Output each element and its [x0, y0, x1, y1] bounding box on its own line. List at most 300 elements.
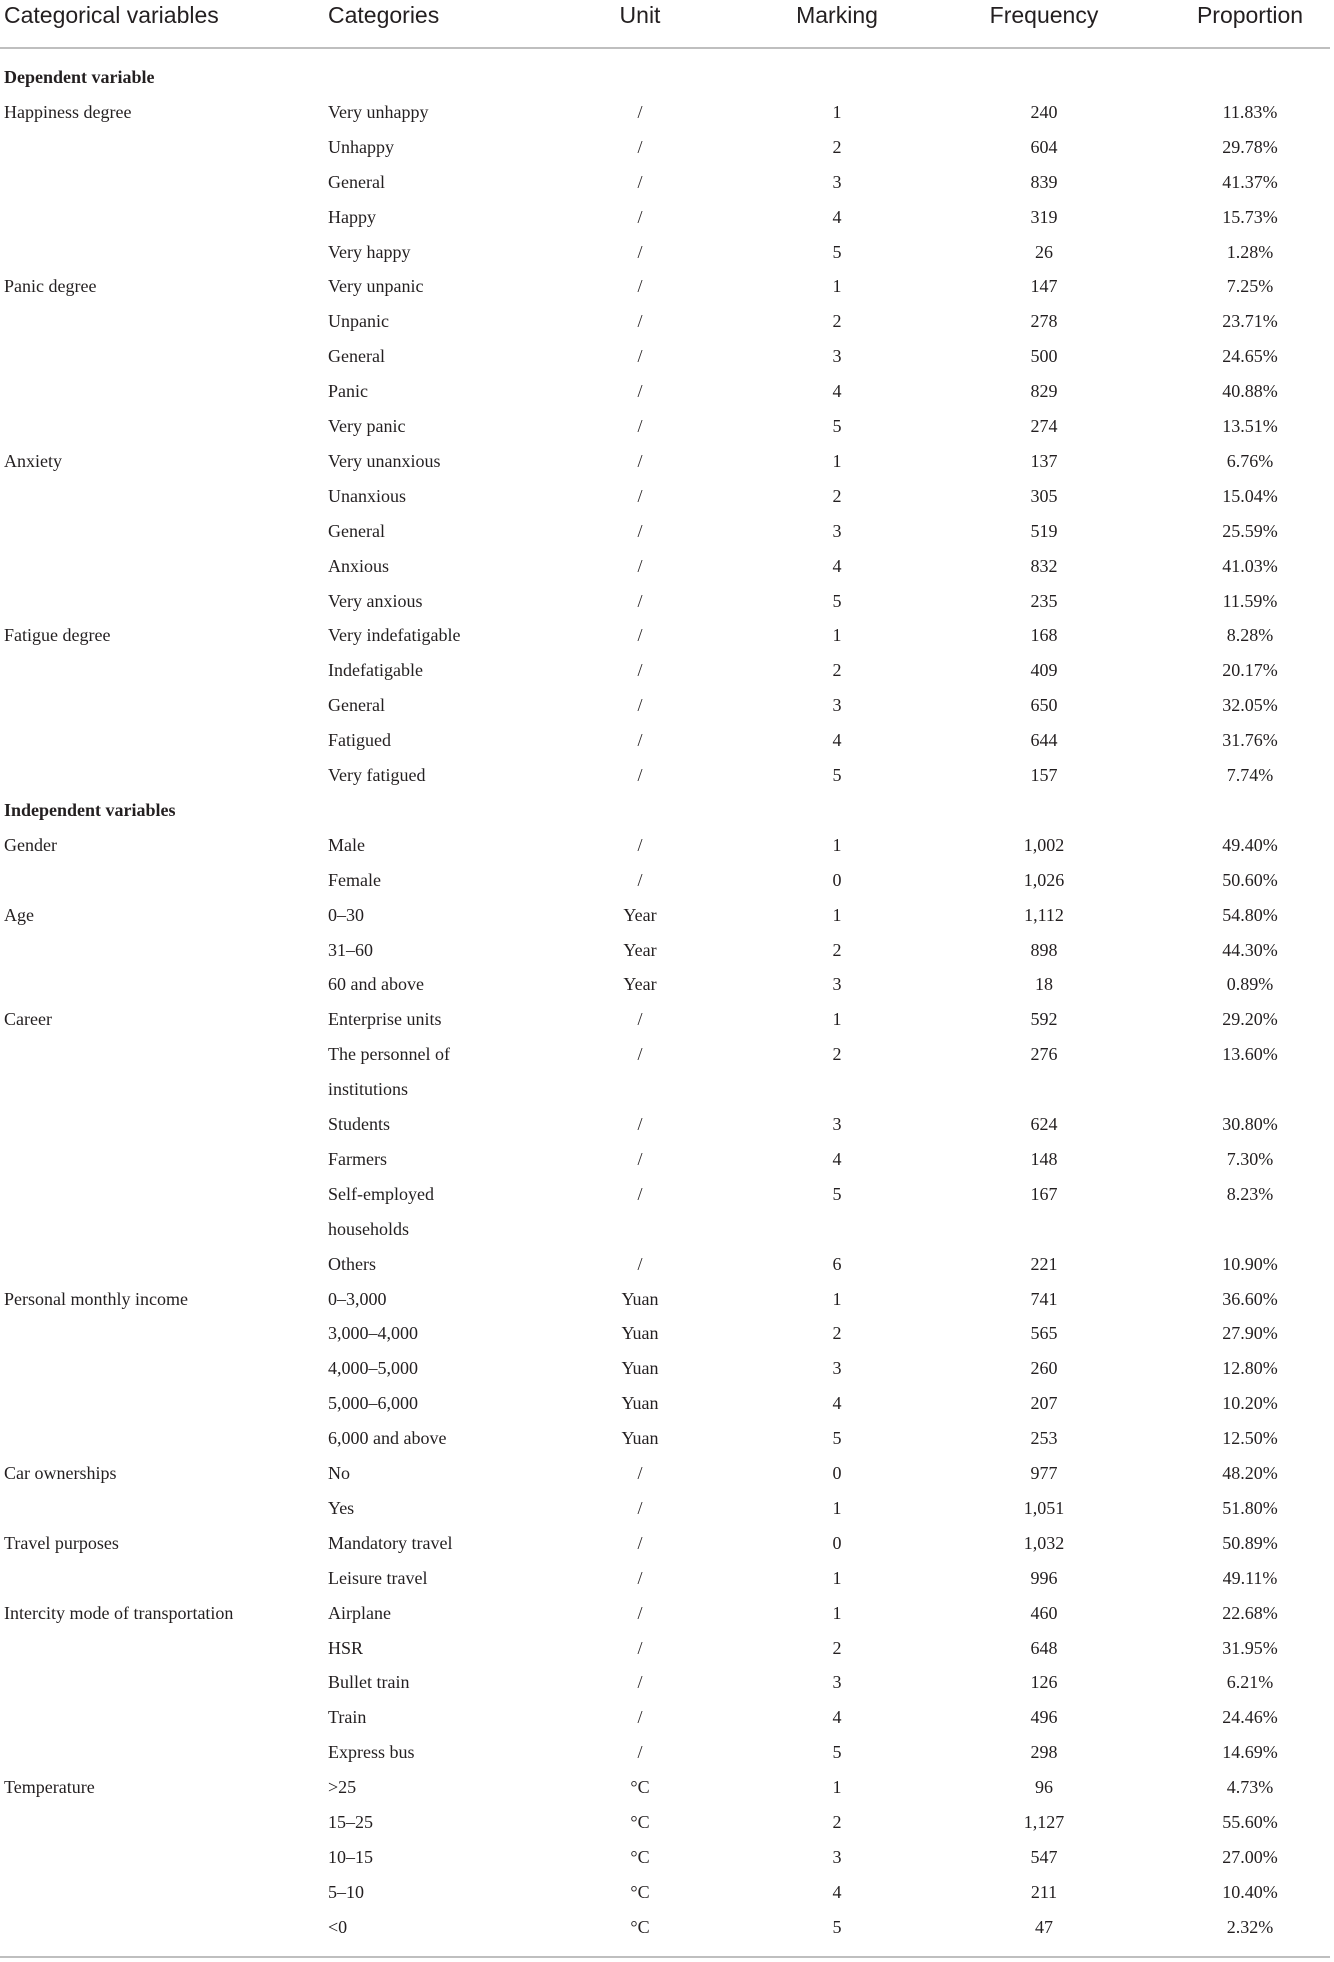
table-row [0, 1665, 1334, 1700]
row-marking: 5 [832, 1742, 842, 1763]
row-proportion: 32.05% [1222, 695, 1278, 716]
row-category: Bullet train [328, 1672, 410, 1693]
row-marking: 4 [832, 1881, 842, 1902]
row-category: Enterprise units [328, 1009, 442, 1030]
row-marking: 3 [832, 1846, 842, 1867]
row-frequency: 741 [1030, 1288, 1058, 1309]
table-row [0, 130, 1334, 165]
row-category: The personnel of [328, 1044, 450, 1065]
row-category: General [328, 171, 385, 192]
row-unit: / [637, 206, 643, 227]
row-frequency: 274 [1030, 416, 1058, 436]
row-unit: / [637, 660, 643, 681]
row-category: Very panic [328, 416, 406, 436]
table-row [0, 1316, 1334, 1351]
table-row [0, 1002, 1334, 1037]
table-row [0, 1456, 1334, 1491]
table-row [0, 1282, 1334, 1317]
row-marking: 1 [832, 1567, 842, 1588]
row-unit: / [637, 1148, 643, 1169]
row-frequency: 565 [1030, 1323, 1058, 1344]
row-proportion: 31.95% [1222, 1637, 1278, 1658]
table-row [0, 1247, 1334, 1282]
row-marking [737, 1212, 937, 1247]
table-row [0, 304, 1334, 339]
row-frequency [944, 1212, 1144, 1247]
table-row [0, 1840, 1334, 1875]
row-variable: Anxiety [4, 450, 62, 471]
row-proportion: 27.00% [1222, 1846, 1278, 1867]
table-row [0, 1491, 1334, 1526]
row-unit: Yuan [621, 1358, 659, 1379]
table-row [0, 1596, 1334, 1631]
row-unit: / [637, 834, 643, 855]
row-unit: °C [630, 1881, 650, 1902]
row-proportion: 23.71% [1222, 311, 1278, 332]
row-proportion: 11.83% [1222, 101, 1278, 122]
row-frequency: 839 [1030, 171, 1058, 192]
row-frequency: 157 [1030, 765, 1058, 785]
row-category: Happy [328, 206, 376, 227]
row-marking: 5 [832, 241, 842, 262]
row-frequency: 298 [1030, 1742, 1058, 1763]
row-frequency: 829 [1030, 381, 1058, 402]
table-row [0, 1561, 1334, 1596]
row-unit: / [637, 1637, 643, 1658]
row-marking: 2 [832, 485, 842, 506]
row-frequency: 240 [1030, 101, 1058, 122]
row-frequency: 207 [1030, 1393, 1058, 1414]
row-category: Leisure travel [328, 1567, 428, 1588]
row-proportion: 44.30% [1222, 939, 1278, 960]
row-unit: °C [630, 1777, 650, 1798]
row-unit: / [637, 730, 643, 751]
row-unit: / [637, 346, 643, 367]
row-proportion: 40.88% [1222, 381, 1278, 402]
table-row [0, 863, 1334, 898]
table-row [0, 1177, 1334, 1212]
row-frequency: 832 [1030, 555, 1058, 576]
row-unit: / [637, 241, 643, 262]
row-unit: / [637, 1463, 643, 1483]
row-proportion: 7.30% [1226, 1148, 1274, 1169]
row-unit: °C [630, 1916, 650, 1937]
table-row [0, 723, 1334, 758]
row-marking: 1 [832, 1777, 842, 1798]
row-proportion: 30.80% [1222, 1114, 1278, 1134]
row-marking: 5 [832, 765, 842, 785]
row-frequency: 47 [1035, 1916, 1053, 1937]
row-frequency: 496 [1030, 1707, 1058, 1728]
row-proportion: 6.21% [1226, 1672, 1274, 1693]
row-category: 60 and above [328, 974, 424, 995]
row-proportion: 13.60% [1222, 1044, 1278, 1065]
row-proportion: 55.60% [1222, 1812, 1278, 1832]
row-unit: / [637, 1114, 643, 1134]
row-unit: °C [630, 1846, 650, 1867]
row-unit: / [637, 485, 643, 506]
row-proportion: 14.69% [1222, 1742, 1278, 1763]
row-marking: 1 [832, 1497, 842, 1518]
row-proportion: 12.50% [1222, 1428, 1278, 1449]
row-marking: 3 [832, 520, 842, 541]
header-proportion: Proportion [1196, 2, 1304, 28]
row-frequency: 18 [1035, 974, 1053, 995]
row-marking: 0 [832, 1532, 842, 1553]
row-proportion: 49.11% [1222, 1567, 1278, 1588]
row-category: Indefatigable [328, 660, 423, 681]
row-category: General [328, 520, 385, 541]
row-marking: 2 [832, 1812, 842, 1832]
table-row [0, 1735, 1334, 1770]
row-marking: 4 [832, 1148, 842, 1169]
row-marking: 3 [832, 1358, 842, 1379]
row-proportion [1150, 1072, 1334, 1107]
row-proportion: 2.32% [1226, 1916, 1274, 1937]
table-row [0, 967, 1334, 1002]
row-unit: Yuan [621, 1288, 659, 1309]
row-unit: / [637, 590, 643, 611]
row-proportion: 36.60% [1222, 1288, 1278, 1309]
row-category: 10–15 [328, 1846, 373, 1867]
row-unit: Year [623, 904, 657, 925]
row-variable: Gender [4, 834, 57, 855]
row-variable: Age [4, 904, 34, 925]
table-row [0, 1805, 1334, 1840]
row-variable: Intercity mode of transportation [4, 1602, 234, 1623]
row-category: No [328, 1463, 350, 1483]
table-row [0, 1875, 1334, 1910]
row-frequency: 592 [1030, 1009, 1058, 1030]
row-category: 4,000–5,000 [328, 1358, 418, 1379]
header-categories: Categories [328, 2, 440, 28]
row-proportion: 7.74% [1226, 765, 1274, 785]
row-proportion: 51.80% [1222, 1497, 1278, 1518]
row-category: Panic [328, 381, 368, 402]
table-row [0, 828, 1334, 863]
row-unit: / [637, 1567, 643, 1588]
table-row [0, 1037, 1334, 1072]
row-unit: / [637, 276, 643, 297]
row-category: Very indefatigable [328, 625, 461, 646]
row-category: 5–10 [328, 1881, 364, 1902]
row-unit: °C [630, 1812, 650, 1832]
row-frequency: 409 [1030, 660, 1058, 681]
table-row [0, 1631, 1334, 1666]
row-unit: Yuan [621, 1323, 659, 1344]
row-unit: / [637, 625, 643, 646]
row-frequency: 644 [1030, 730, 1058, 751]
row-variable: Panic degree [4, 276, 97, 297]
row-proportion: 4.73% [1226, 1777, 1274, 1798]
header-marking: Marking [796, 2, 878, 28]
row-marking: 4 [832, 730, 842, 751]
row-proportion: 22.68% [1222, 1602, 1278, 1623]
table-row [0, 1421, 1334, 1456]
row-frequency: 1,112 [1024, 904, 1064, 925]
row-marking: 2 [832, 1323, 842, 1344]
row-category: General [328, 346, 385, 367]
row-marking: 5 [832, 1428, 842, 1449]
row-category: Airplane [328, 1602, 391, 1623]
row-frequency: 211 [1030, 1881, 1058, 1902]
row-unit: / [637, 869, 643, 890]
row-proportion: 27.90% [1222, 1323, 1278, 1344]
table-row [0, 374, 1334, 409]
row-proportion: 29.78% [1222, 136, 1278, 157]
table-row [0, 1351, 1334, 1386]
row-unit: / [637, 1707, 643, 1728]
row-frequency: 305 [1030, 485, 1058, 506]
row-variable: Car ownerships [4, 1463, 117, 1483]
row-proportion: 10.20% [1222, 1393, 1278, 1414]
row-unit: / [637, 311, 643, 332]
table-row [0, 1142, 1334, 1177]
table-row [0, 1770, 1334, 1805]
row-frequency: 235 [1030, 590, 1058, 611]
row-variable: Happiness degree [4, 101, 132, 122]
table-row [0, 653, 1334, 688]
row-marking: 3 [832, 695, 842, 716]
row-category: Mandatory travel [328, 1532, 453, 1553]
row-frequency: 648 [1030, 1637, 1058, 1658]
row-unit: / [637, 381, 643, 402]
row-marking: 0 [832, 1463, 842, 1483]
row-frequency: 996 [1030, 1567, 1058, 1588]
row-marking: 1 [832, 625, 842, 646]
row-unit: / [637, 450, 643, 471]
row-variable: Career [4, 1009, 52, 1030]
row-marking: 5 [832, 590, 842, 611]
row-frequency: 547 [1030, 1846, 1058, 1867]
row-marking [737, 1072, 937, 1107]
row-category: <0 [328, 1916, 348, 1937]
row-unit: / [637, 136, 643, 157]
row-frequency: 604 [1030, 136, 1058, 157]
row-unit: / [637, 1532, 643, 1553]
row-frequency: 278 [1030, 311, 1058, 332]
row-unit: Year [623, 939, 657, 960]
row-category: 5,000–6,000 [328, 1393, 418, 1414]
row-frequency: 977 [1030, 1463, 1058, 1483]
row-unit: / [637, 1672, 643, 1693]
row-unit: / [637, 1009, 643, 1030]
row-category: institutions [328, 1079, 409, 1100]
row-unit: / [637, 1497, 643, 1518]
row-unit: / [637, 101, 643, 122]
table-row [0, 200, 1334, 235]
row-proportion: 25.59% [1222, 520, 1278, 541]
row-unit: / [637, 520, 643, 541]
row-frequency: 898 [1030, 939, 1058, 960]
row-unit: / [637, 1253, 643, 1274]
row-proportion: 12.80% [1222, 1358, 1278, 1379]
row-marking: 1 [832, 1288, 842, 1309]
row-category: Very unpanic [328, 276, 424, 297]
row-marking: 1 [832, 276, 842, 297]
row-marking: 2 [832, 660, 842, 681]
row-frequency: 650 [1030, 695, 1058, 716]
row-frequency: 253 [1030, 1428, 1058, 1449]
bottom-divider [0, 1956, 1330, 1958]
row-category: Yes [328, 1497, 355, 1518]
row-proportion: 29.20% [1222, 1009, 1278, 1030]
row-category: Fatigued [328, 730, 391, 751]
row-proportion: 41.03% [1222, 555, 1278, 576]
row-marking: 3 [832, 171, 842, 192]
row-category: Others [328, 1253, 376, 1274]
row-proportion: 50.60% [1222, 869, 1278, 890]
row-frequency: 1,051 [1023, 1497, 1065, 1518]
row-marking: 4 [832, 1707, 842, 1728]
table-row [0, 898, 1334, 933]
row-variable: Travel purposes [4, 1532, 119, 1553]
row-marking: 6 [832, 1253, 842, 1274]
row-proportion: 7.25% [1226, 276, 1274, 297]
row-marking: 4 [832, 381, 842, 402]
row-proportion: 15.73% [1222, 206, 1278, 227]
row-proportion: 10.90% [1222, 1253, 1278, 1274]
table-row [0, 1526, 1334, 1561]
table-row [0, 235, 1334, 270]
header-categorical-variables: Categorical variables [4, 2, 219, 28]
row-marking: 5 [832, 416, 842, 436]
row-marking: 2 [832, 136, 842, 157]
table-row [0, 95, 1334, 130]
row-category: Male [328, 834, 365, 855]
row-variable: Temperature [4, 1777, 95, 1798]
table-header [0, 0, 1334, 48]
table-row [0, 688, 1334, 723]
table-row [0, 618, 1334, 653]
row-unit [540, 1072, 740, 1107]
row-category: Very unhappy [328, 101, 429, 122]
row-frequency: 1,002 [1023, 834, 1065, 855]
row-marking: 1 [832, 1009, 842, 1030]
table-row [0, 165, 1334, 200]
row-marking: 0 [832, 869, 842, 890]
row-marking: 3 [832, 1114, 842, 1134]
row-marking: 2 [832, 939, 842, 960]
row-proportion: 0.89% [1226, 974, 1274, 995]
table-row [0, 339, 1334, 374]
row-category: 0–30 [328, 904, 364, 925]
row-variable: Fatigue degree [4, 625, 111, 646]
row-marking: 4 [832, 1393, 842, 1414]
row-category: >25 [328, 1777, 357, 1798]
header-unit: Unit [619, 2, 661, 28]
row-category: General [328, 695, 385, 716]
row-proportion: 49.40% [1222, 834, 1278, 855]
row-marking: 2 [832, 311, 842, 332]
table-row [0, 1910, 1334, 1945]
row-proportion [1150, 1212, 1334, 1247]
row-unit: / [637, 1742, 643, 1763]
row-category: Unanxious [328, 485, 406, 506]
section-heading: Dependent variable [4, 67, 155, 87]
row-unit [540, 1212, 740, 1247]
row-marking: 3 [832, 1672, 842, 1693]
row-unit: / [637, 1044, 643, 1065]
table-row [0, 269, 1334, 304]
row-category: HSR [328, 1637, 364, 1658]
row-marking: 2 [832, 1044, 842, 1065]
row-proportion: 54.80% [1222, 904, 1278, 925]
row-category: Farmers [328, 1148, 387, 1169]
row-variable: Personal monthly income [4, 1288, 188, 1309]
table-row [0, 584, 1334, 619]
row-frequency: 460 [1030, 1602, 1058, 1623]
row-proportion: 8.23% [1226, 1183, 1274, 1204]
row-frequency: 96 [1035, 1777, 1053, 1798]
row-category: Female [328, 869, 381, 890]
row-unit: / [637, 416, 643, 436]
row-category: 3,000–4,000 [328, 1323, 418, 1344]
row-unit: / [637, 695, 643, 716]
row-marking: 4 [832, 555, 842, 576]
row-frequency: 221 [1030, 1253, 1058, 1274]
row-category: Express bus [328, 1742, 415, 1763]
row-unit: / [637, 1602, 643, 1623]
row-frequency: 276 [1030, 1044, 1058, 1065]
row-frequency: 319 [1030, 206, 1058, 227]
row-category: Anxious [328, 555, 390, 576]
row-marking: 1 [832, 904, 842, 925]
row-unit: / [637, 765, 643, 785]
table-row [0, 1700, 1334, 1735]
row-category: households [328, 1218, 409, 1239]
row-unit: / [637, 1183, 643, 1204]
header-frequency: Frequency [989, 2, 1099, 28]
row-category: Very happy [328, 241, 411, 262]
row-frequency: 147 [1030, 276, 1058, 297]
row-unit: Yuan [621, 1428, 659, 1449]
row-proportion: 50.89% [1222, 1532, 1278, 1553]
row-frequency: 1,032 [1023, 1532, 1065, 1553]
row-frequency: 260 [1030, 1358, 1058, 1379]
row-frequency: 500 [1030, 346, 1058, 367]
row-proportion: 31.76% [1222, 730, 1278, 751]
row-category: 6,000 and above [328, 1428, 447, 1449]
row-category: Very unanxious [328, 450, 441, 471]
row-marking: 5 [832, 1183, 842, 1204]
table-row [0, 514, 1334, 549]
table-row [0, 1386, 1334, 1421]
row-category: Unhappy [328, 136, 394, 157]
row-frequency: 1,026 [1023, 869, 1065, 890]
row-category: Very anxious [328, 590, 423, 611]
table-row [0, 479, 1334, 514]
row-frequency: 167 [1030, 1183, 1058, 1204]
row-proportion: 24.46% [1222, 1707, 1278, 1728]
row-proportion: 6.76% [1226, 450, 1274, 471]
row-frequency: 26 [1035, 241, 1053, 262]
row-marking: 1 [832, 101, 842, 122]
table-row [0, 409, 1334, 444]
row-proportion: 10.40% [1222, 1881, 1278, 1902]
row-category: Students [328, 1114, 391, 1134]
row-frequency: 624 [1030, 1114, 1058, 1134]
row-marking: 1 [832, 834, 842, 855]
row-frequency: 519 [1030, 520, 1058, 541]
row-proportion: 24.65% [1222, 346, 1278, 367]
header-divider [0, 47, 1330, 49]
row-unit: Year [623, 974, 657, 995]
row-proportion: 13.51% [1222, 416, 1278, 436]
row-proportion: 8.28% [1226, 625, 1274, 646]
row-category: 15–25 [328, 1812, 373, 1832]
table-row [0, 933, 1334, 968]
